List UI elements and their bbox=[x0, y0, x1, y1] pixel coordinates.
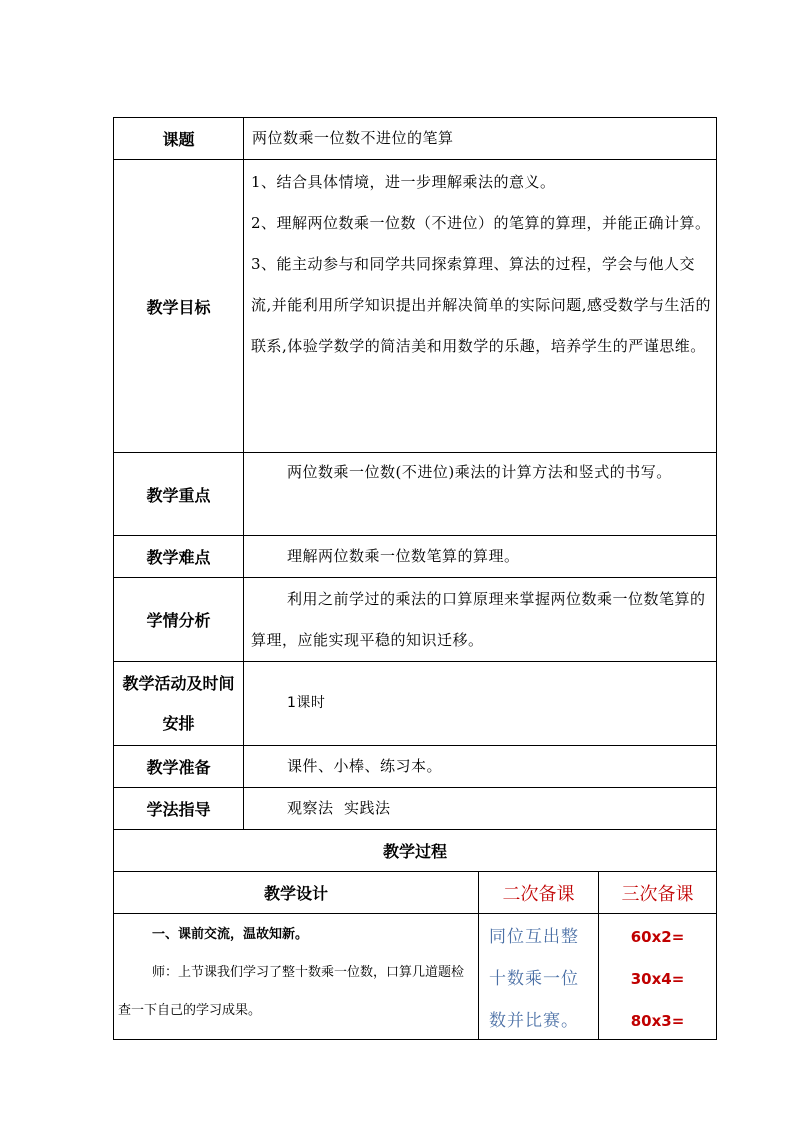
second-prep-note: 同位互出整十数乘一位数并比赛。 bbox=[489, 927, 579, 1031]
table-border bbox=[113, 913, 717, 914]
table-border bbox=[716, 117, 717, 1040]
goal-item-2: 2、理解两位数乘一位数（不进位）的笔算的算理，并能正确计算。 bbox=[251, 214, 711, 232]
third-prep-header: 三次备课 bbox=[621, 883, 694, 905]
third-prep-list bbox=[600, 916, 715, 1038]
design-header: 教学设计 bbox=[263, 884, 328, 903]
topic-value: 两位数乘一位数不进位的笔算 bbox=[252, 129, 454, 147]
topic-label: 课题 bbox=[162, 130, 195, 149]
prep-label: 教学准备 bbox=[146, 758, 211, 777]
third-prep-expr: 60x2= bbox=[630, 928, 685, 946]
goals-label: 教学目标 bbox=[146, 297, 211, 317]
difficulty-value: 理解两位数乘一位数笔算的算理。 bbox=[287, 547, 520, 565]
key-points-value: 两位数乘一位数(不进位)乘法的计算方法和竖式的书写。 bbox=[287, 463, 672, 481]
design-text: 师：上节课我们学习了整十数乘一位数，口算几道题检查一下自己的学习成果。 bbox=[118, 965, 465, 1018]
process-title: 教学过程 bbox=[382, 842, 447, 861]
analysis-value: 利用之前学过的乘法的口算原理来掌握两位数乘一位数笔算的算理，应能实现平稳的知识迁移。 bbox=[251, 590, 706, 649]
third-prep-expr: 80x3= bbox=[630, 1012, 685, 1030]
goal-item-3: 3、能主动参与和同学共同探索算理、算法的过程，学会与他人交流,并能利用所学知识提出并解决简单的实际问题,感受数学与生活的联系,体验学数学的简洁美和用数学的乐趣，培养学生的严谨思维。 bbox=[251, 255, 712, 355]
analysis-label: 学情分析 bbox=[146, 611, 211, 630]
method-value: 观察法 实践法 bbox=[287, 799, 391, 817]
difficulty-label: 教学难点 bbox=[146, 548, 211, 567]
time-label: 教学活动及时间安排 bbox=[122, 673, 235, 733]
design-content bbox=[118, 916, 474, 1038]
second-prep-header: 二次备课 bbox=[502, 883, 575, 905]
goal-item-1: 1、结合具体情境，进一步理解乘法的意义。 bbox=[251, 173, 556, 191]
method-label: 学法指导 bbox=[146, 800, 211, 819]
goals-content bbox=[251, 162, 713, 452]
time-value: 1课时 bbox=[287, 695, 326, 711]
design-section-title: 一、课前交流，温故知新。 bbox=[152, 927, 309, 942]
key-points-label: 教学重点 bbox=[146, 485, 211, 505]
third-prep-expr: 30x4= bbox=[630, 970, 685, 988]
prep-value: 课件、小棒、练习本。 bbox=[287, 757, 443, 775]
table-border bbox=[243, 117, 244, 829]
